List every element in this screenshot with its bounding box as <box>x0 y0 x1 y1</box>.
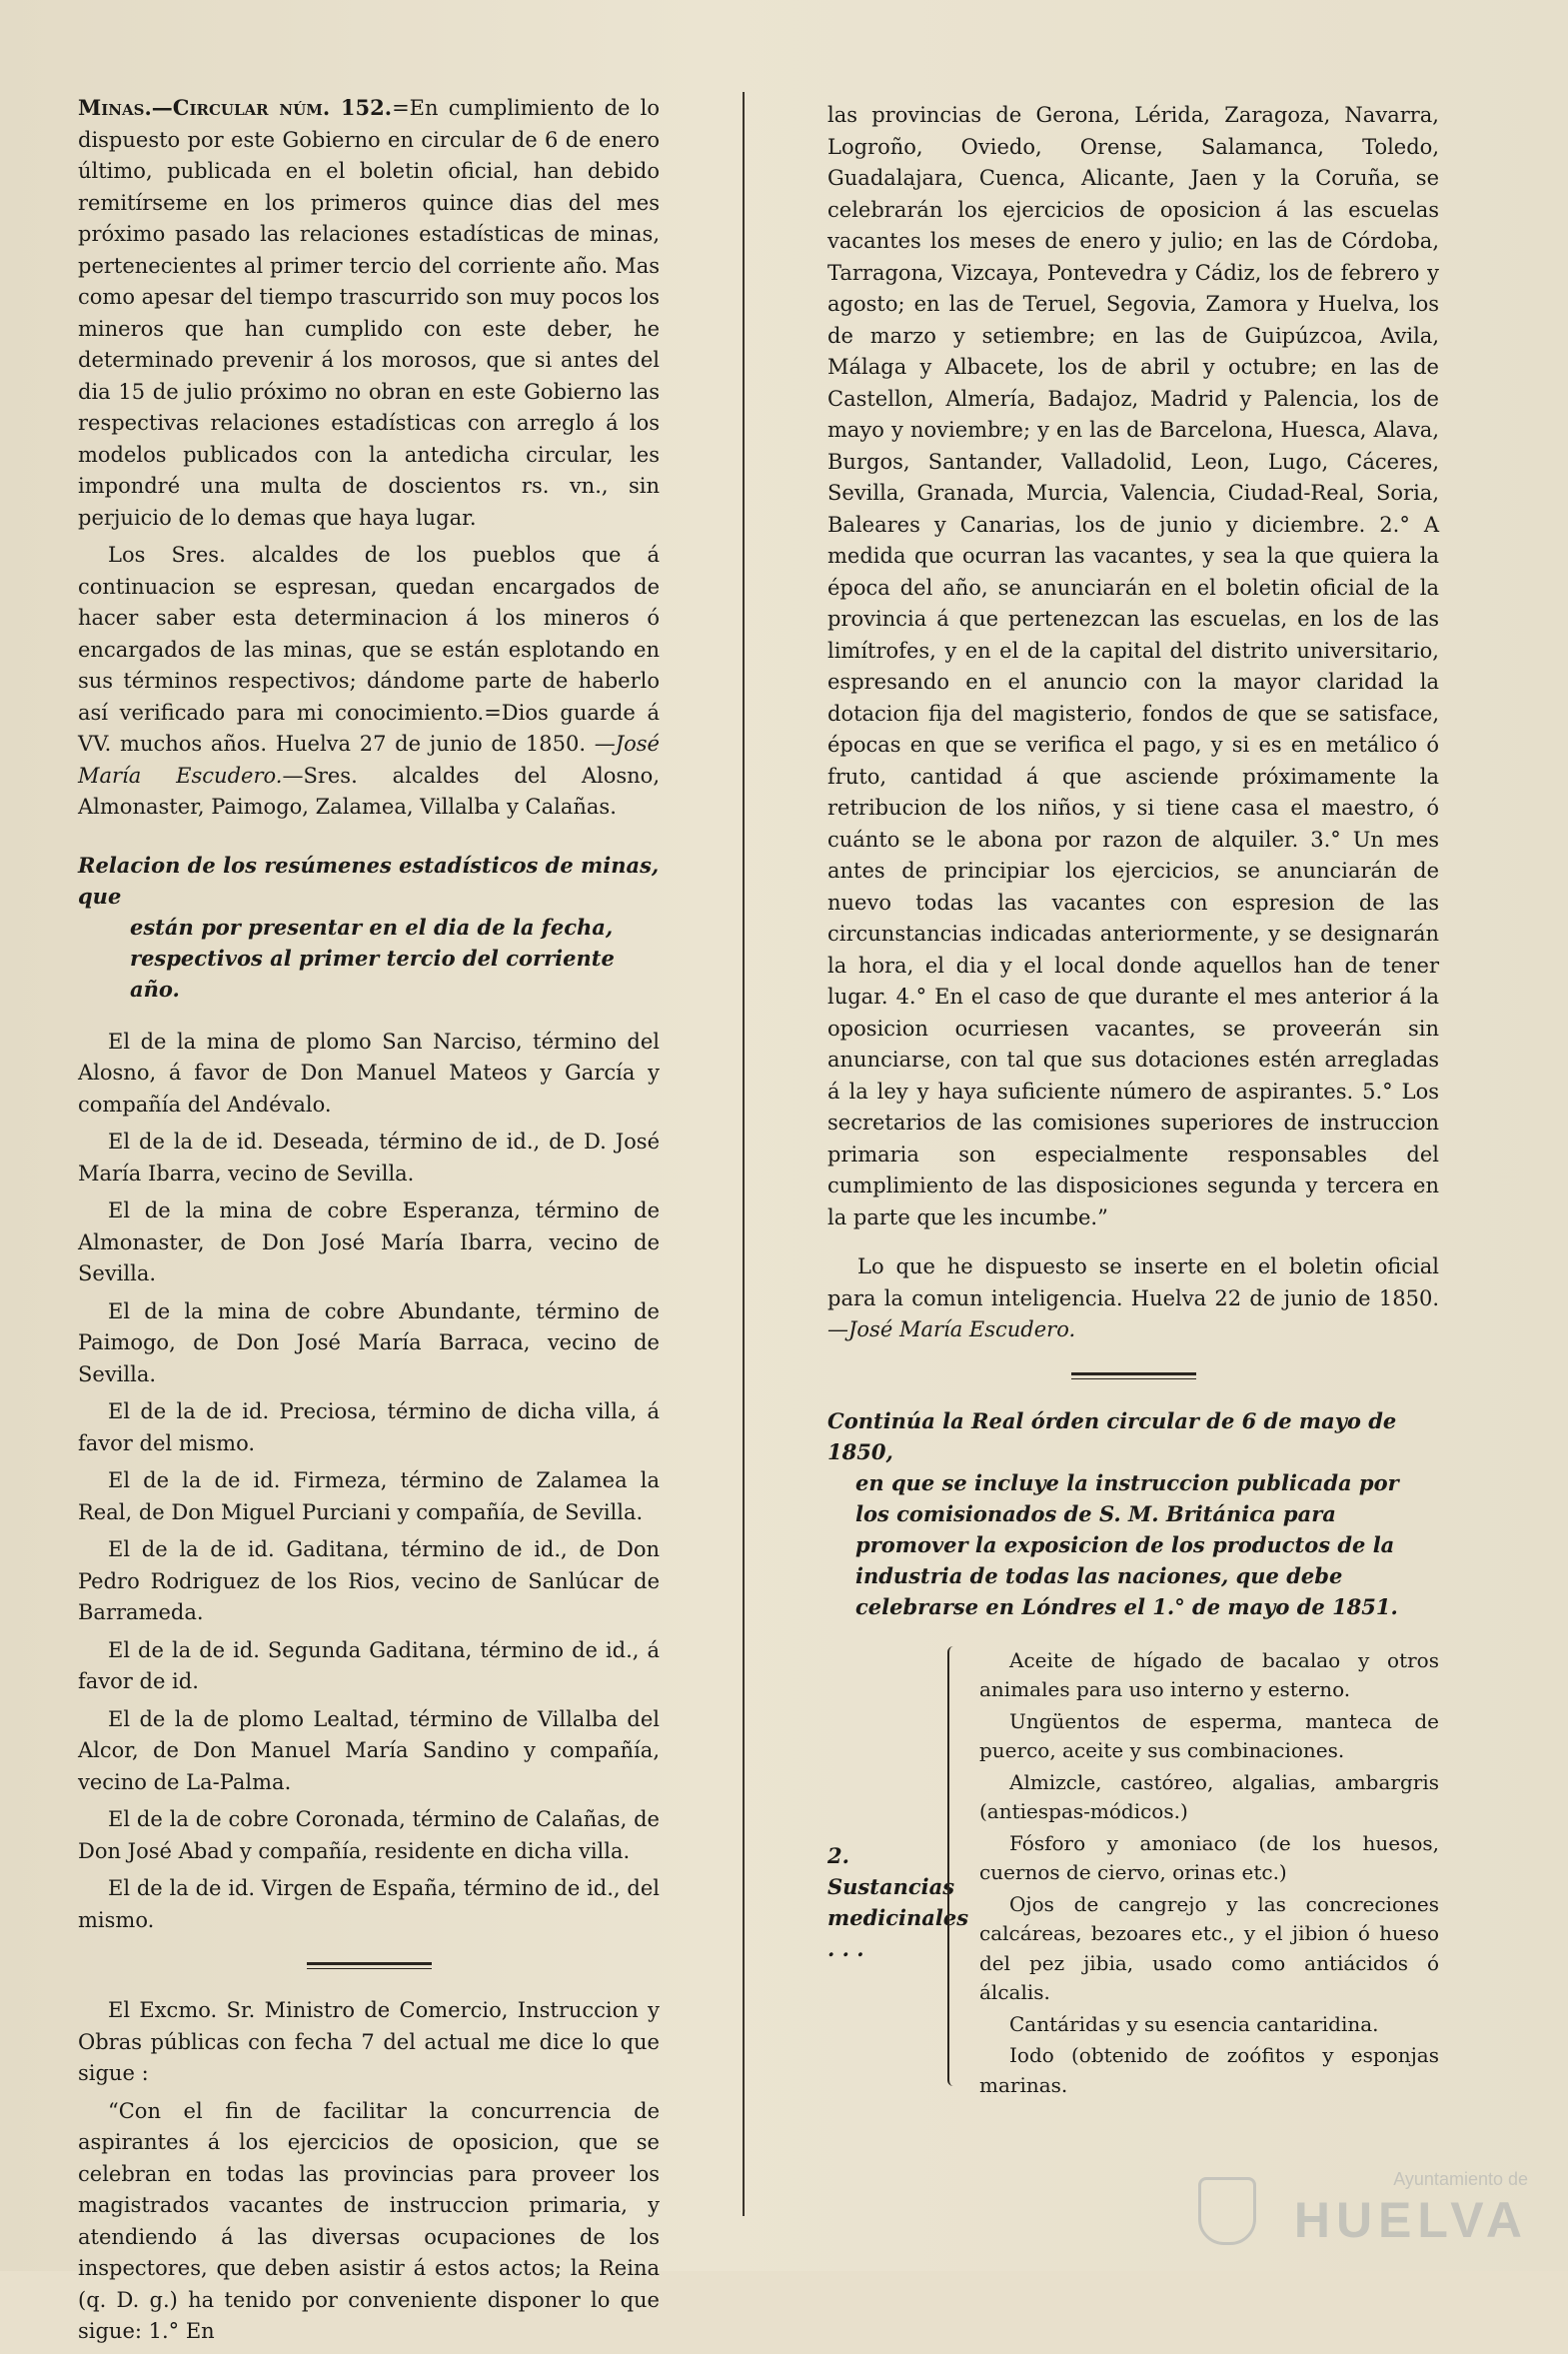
watermark-big-text: HUELVA <box>1293 2192 1528 2248</box>
right-column <box>827 100 1439 2102</box>
oposicion-continuation: las provincias de Gerona, Lérida, Zaragoza, Navarra, Logroño, Oviedo, Orense, Salamanca, Toledo, Guadalajara, Cuenca, Alicante, Jaen y la Coruña, se celebrarán los ejercicios de oposicion á las escuelas vacantes los meses de enero y julio; en las de Córdoba, Tarragona, Vizcaya, Pontevedra y Cádiz, los de febrero y agosto; en las de Teruel, Segovia, Zamora y Huelva, los de marzo y setiembre; en las de Guipúzcoa, Avila, Málaga y Albacete, los de abril y octubre; en las de Castellon, Almería, Badajoz, Madrid y Palencia, los de mayo y noviembre; y en las de Barcelona, Huesca, Alava, Burgos, Santander, Valladolid, Leon, Lugo, Cáceres, Sevilla, Granada, Murcia, Valencia, Ciudad-Real, Soria, Baleares y Canarias, los de junio y diciembre. 2.° A medida que ocurran las vacantes, y sea la que quiera la época del año, se anunciarán en el boletin oficial de la provincia á que pertenezcan las escuelas, en los de las limítrofes, y en el de la capital del distrito universitario, espresando en el anuncio con la mayor claridad la dotacion fija del magisterio, fondos de que se satisface, épocas en que se verifica el pago, y si es en metálico ó fruto, cantidad á que asciende próximamente la retribucion de los niños, y si tiene casa el maestro, ó cuánto se le abona por razon de alquiler. 3.° Un mes antes de principiar los ejercicios, se anunciarán de nuevo todas las vacantes con espresion de las circunstancias indicadas anteriormente, y se designarán la hora, el dia y el local donde aquellos han de tener lugar. 4.° En el caso de que durante el mes anterior á la oposicion ocurriesen vacantes, se proveerán sin anunciarse, con tal que sus dotaciones estén arregladas á la ley y haya suficiente número de aspirantes. 5.° Los secretarios de las comisiones superiores de instruccion primaria son especialmente responsables del cumplimiento de las disposiciones segunda y tercera en la parte que les incumbe.” <box>827 103 1439 1229</box>
list-item: El de la de plomo Lealtad, término de Villalba del Alcor, de Don Manuel María Sandino y compañía, vecino de La-Palma. <box>78 1706 660 1794</box>
list-item: Ungüentos de esperma, manteca de puerco, aceite y sus combinaciones. <box>979 1708 1439 1762</box>
list-item: Aceite de hígado de bacalao y otros animales para uso interno y esterno. <box>979 1647 1439 1701</box>
signature: —José María Escudero. <box>78 732 660 788</box>
column-divider <box>743 92 745 2216</box>
list-item: Almizcle, castóreo, algalias, ambargris (antiespas-módicos.) <box>979 1769 1439 1823</box>
list-item: Fósforo y amoniaco (de los huesos, cuernos de ciervo, orinas etc.) <box>979 1830 1439 1884</box>
alcaldes-paragraph <box>78 540 660 824</box>
list-item: El de la de id. Firmeza, término de Zalamea la Real, de Don Miguel Purciani y compañía, de Sevilla. <box>78 1468 660 1524</box>
dispuesto-paragraph <box>827 1251 1439 1346</box>
section-rule <box>1071 1372 1196 1379</box>
mines-list <box>78 1027 660 1937</box>
list-item: El de la de id. Virgen de España, término de id., del mismo. <box>78 1876 660 1932</box>
real-orden-heading-line2: en que se incluye la instruccion publicada por los comisionados de S. M. Británica para promover la exposicion de los productos de la industria de todas las naciones, que debe celebrarse en Lóndres el 1.° de mayo de 1851. <box>855 1469 1399 1619</box>
list-item: El de la mina de cobre Esperanza, término de Almonaster, de Don José María Ibarra, vecino de Sevilla. <box>78 1198 660 1285</box>
alcaldes-recipients: —Sres. alcaldes del Alosno, Almonaster, Paimogo, Zalamea, Villalba y Calañas. <box>78 763 660 819</box>
real-orden-heading <box>827 1405 1439 1622</box>
sustancias-table <box>827 1646 1439 2101</box>
list-item: El de la de id. Deseada, término de id., de D. José María Ibarra, vecino de Sevilla. <box>78 1130 660 1185</box>
signature: —José María Escudero. <box>827 1317 1076 1341</box>
relacion-heading-line1: Relacion de los resúmenes estadísticos de minas, que <box>78 852 660 909</box>
relacion-heading <box>78 850 660 1005</box>
list-item: El de la de id. Preciosa, término de dicha villa, á favor del mismo. <box>78 1399 660 1455</box>
circular-text: =En cumplimiento de lo dispuesto por este Gobierno en circular de 6 de enero último, publicada en el boletin oficial, han debido remitírseme en los primeros quince dias del mes próximo pasado las relaciones estadísticas de minas, pertenecientes al primer tercio del corriente año. Mas como apesar del tiempo trascurrido son muy pocos los mineros que han cumplido con este deber, he determinado prevenir á los morosos, que si antes del dia 15 de julio próximo no obran en este Gobierno las respectivas relaciones estadísticas con arreglo á los modelos publicados con la antedicha circular, les impondré una multa de doscientos rs. vn., sin perjuicio de lo demas que haya lugar. <box>78 96 660 530</box>
ministro-quote: “Con el fin de facilitar la concurrencia de aspirantes á los ejercicios de oposicion, que se celebran en todas las provincias para proveer los magistrados vacantes de instruccion primaria, y atendiendo á las diversas ocupaciones de los inspectores, que deben asistir á estos actos; la Reina (q. D. g.) ha tenido por conveniente disponer lo que sigue: 1.° En <box>78 2098 660 2343</box>
list-item: Iodo (obtenido de zoófitos y esponjas marinas. <box>979 2043 1439 2097</box>
brace-bracket <box>947 1646 963 2086</box>
real-orden-heading-line1: Continúa la Real órden circular de 6 de mayo de 1850, <box>827 1407 1397 1464</box>
list-item: Cantáridas y su esencia cantaridina. <box>1009 2011 1379 2036</box>
ayuntamiento-watermark <box>1198 2169 1528 2249</box>
minas-circular-paragraph <box>78 92 660 534</box>
section-rule <box>307 1962 432 1969</box>
seal-icon <box>1198 2177 1256 2245</box>
watermark-small-text: Ayuntamiento de <box>1393 2169 1528 2189</box>
list-item: El de la mina de plomo San Narciso, término del Alosno, á favor de Don Manuel Mateos y García y compañía del Andévalo. <box>78 1029 660 1117</box>
list-item: El de la de cobre Coronada, término de Calañas, de Don José Abad y compañía, residente en dicha villa. <box>78 1807 660 1863</box>
circular-lead: Minas.—Circular núm. 152. <box>78 95 393 120</box>
list-item: El de la de id. Gaditana, término de id., de Don Pedro Rodriguez de los Rios, vecino de Sanlúcar de Barrameda. <box>78 1537 660 1624</box>
category-items <box>979 1646 1439 2101</box>
left-column <box>78 92 660 2354</box>
alcaldes-text: Los Sres. alcaldes de los pueblos que á continuacion se espresan, quedan encargados de hacer saber esta determinacion á los mineros ó encargados de las minas, que se están esplotando en sus términos respectivos; dándome parte de haberlo así verificado para mi conocimiento.=Dios guarde á VV. muchos años. Huelva 27 de junio de 1850. <box>78 543 660 756</box>
dispuesto-text: Lo que he dispuesto se inserte en el boletin oficial para la comun inteligencia. Huelva 22 de junio de 1850. <box>827 1254 1439 1310</box>
list-item: El de la de id. Segunda Gaditana, término de id., á favor de id. <box>78 1637 660 1693</box>
list-item: Ojos de cangrejo y las concreciones calcáreas, bezoares etc., y el jibion ó hueso del pez jibia, usado como antiácidos ó álcalis. <box>979 1891 1439 2004</box>
category-label: 2. Sustancias medicinales . . . <box>827 1842 969 1961</box>
list-item: El de la mina de cobre Abundante, término de Paimogo, de Don José María Barraca, vecino de Sevilla. <box>78 1298 660 1386</box>
relacion-heading-line2: están por presentar en el dia de la fecha, respectivos al primer tercio del corriente año. <box>130 914 615 1002</box>
ministro-paragraph: El Excmo. Sr. Ministro de Comercio, Instruccion y Obras públicas con fecha 7 del actual me dice lo que sigue : <box>78 1998 660 2085</box>
